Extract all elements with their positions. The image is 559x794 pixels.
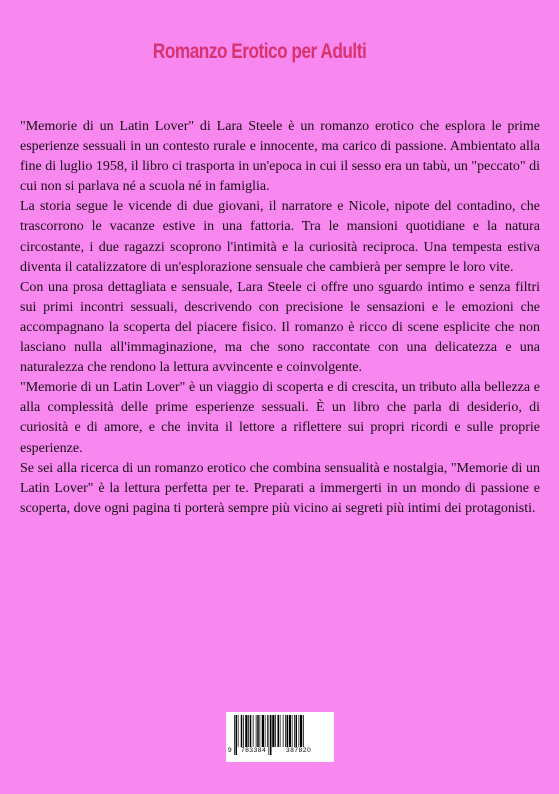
barcode-bar bbox=[269, 715, 270, 755]
barcode-bar bbox=[300, 715, 302, 747]
blurb-text bbox=[20, 117, 540, 519]
cover-heading: Romanzo Erotico per Adulti bbox=[152, 40, 367, 63]
barcode-bar bbox=[257, 715, 259, 747]
barcode-bar bbox=[292, 715, 293, 747]
blurb-paragraph: Se sei alla ricerca di un romanzo erotico che combina sensualità e nostalgia, "Memorie di un Latin Lover" è la lettura perfetta per te. Preparati a immergerti in un mondo di passione e scoperta, dove ogni pagina ti porterà sempre più vicino ai segreti più intimi dei protagonisti. bbox=[20, 460, 540, 516]
barcode-bar bbox=[278, 715, 280, 747]
barcode-bar bbox=[265, 715, 266, 747]
barcode-right-digits: 387820 bbox=[286, 747, 312, 754]
barcode-prefix-digit: 9 bbox=[228, 747, 232, 754]
barcode-left-digits: 783384 bbox=[241, 747, 267, 754]
barcode-bar bbox=[236, 715, 238, 755]
barcode-bar bbox=[234, 715, 235, 755]
barcode-bar bbox=[280, 715, 281, 747]
blurb-paragraph: "Memorie di un Latin Lover" è un viaggio di scoperta e di crescita, un tributo alla bellezza e alla complessità delle prime esperienze sessuali. È un libro che parla di desiderio, di curiosità e di amore, e che invita il lettore a riflettere sui propri ricordi e sulle proprie esperienze. bbox=[20, 380, 540, 456]
barcode-bar bbox=[275, 715, 276, 747]
barcode-bar bbox=[253, 715, 254, 747]
barcode-bar bbox=[294, 715, 295, 747]
barcode-bar bbox=[256, 715, 257, 747]
barcode-bar bbox=[243, 715, 244, 747]
barcode-bar bbox=[260, 715, 261, 747]
barcode-bar bbox=[289, 715, 291, 747]
barcode-bar bbox=[250, 715, 252, 747]
barcode-bar bbox=[287, 715, 289, 747]
barcode-bar bbox=[270, 715, 272, 755]
barcode-bar bbox=[267, 715, 268, 747]
barcode-bar bbox=[241, 715, 243, 747]
isbn-barcode bbox=[226, 712, 334, 762]
blurb-paragraph: Con una prosa dettagliata e sensuale, Lara Steele ci offre uno sguardo intimo e senza filtri sui primi incontri sessuali, descrivendo con precisione le sensazioni e le emozioni che accompagnano la scoperta del piacere fisico. Il romanzo è ricco di scene esplicite che non lasciano nulla all'immaginazione, ma che sono raccontate con una delicatezza e una naturalezza che rendono la lettura avvincente e coinvolgente. bbox=[20, 279, 540, 376]
blurb-paragraph: La storia segue le vicende di due giovani, il narratore e Nicole, nipote del contadino, che trascorrono le vacanze estive in una fattoria. Tra le mansioni quotidiane e la natura circostante, i due ragazzi scoprono l'intimità e la curiosità reciproca. Una tempesta estiva diventa il catalizzatore di un'esplorazione sensuale che cambierà per sempre le loro vite. bbox=[20, 199, 540, 275]
barcode-bar bbox=[262, 715, 264, 747]
barcode-bar bbox=[299, 715, 300, 747]
barcode-bar bbox=[248, 715, 249, 747]
barcode-bar bbox=[245, 715, 247, 747]
blurb-paragraph: "Memorie di un Latin Lover" di Lara Steele è un romanzo erotico che esplora le prime esperienze sessuali in un contesto rurale e innocente, ma carico di passione. Ambientato alla fine di luglio 1958, il libro ci trasporta in un'epoca in cui il sesso era un tabù, un "peccato" di cui non si parlava né a scuola né in famiglia. bbox=[20, 119, 540, 195]
barcode-bar bbox=[272, 715, 274, 747]
barcode-bar bbox=[285, 715, 286, 747]
barcode-bar bbox=[238, 715, 239, 747]
barcode-bar bbox=[296, 715, 298, 747]
barcode-bar bbox=[283, 715, 284, 747]
